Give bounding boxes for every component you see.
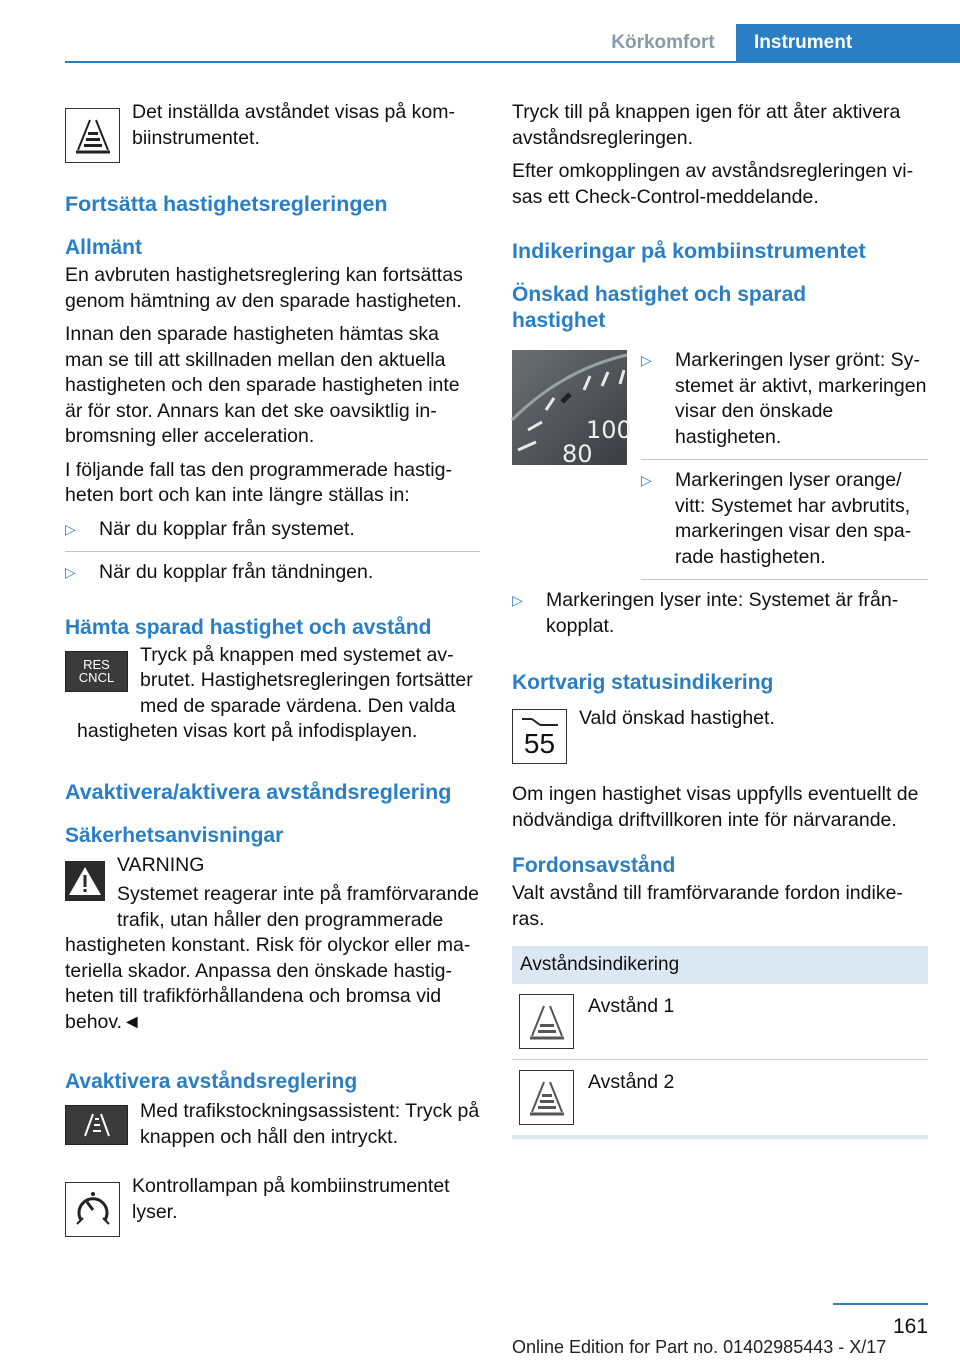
speedometer-lamp-icon xyxy=(65,1182,120,1237)
vehicle-distance-text: Valt avstånd till framförvarande fordon indikeras. xyxy=(512,882,903,930)
bullet-triangle-icon: ▷ xyxy=(641,352,652,368)
bullet-triangle-icon: ▷ xyxy=(641,472,652,488)
general-paragraph-2: Innan den sparade hastigheten hämtas ska man se till att skillnaden mellan den aktuella hastigheten och den sparade hastigheten inte är för stor. Annars kan det ske oavsiktlig inbromsning eller acceleration. xyxy=(65,323,460,447)
distance-1-icon xyxy=(519,994,574,1049)
list-item: ▷ När du kopplar från systemet. xyxy=(65,517,480,553)
svg-text:100: 100 xyxy=(586,416,632,444)
tab-instrument[interactable]: Instrument xyxy=(736,24,960,61)
heading-safety: Säkerhetsanvisningar xyxy=(65,823,284,847)
deactivate-block xyxy=(65,1099,480,1158)
distance-table xyxy=(512,946,928,1139)
distance-1-label: Avstånd 1 xyxy=(588,995,675,1017)
distance-button-icon xyxy=(65,1105,128,1145)
heading-deactivate: Avaktivera avståndsreglering xyxy=(65,1070,358,1093)
distance-2-label: Avstånd 2 xyxy=(588,1071,675,1093)
edition-note: Online Edition for Part no. 01402985443 - X/17 xyxy=(512,1337,887,1357)
check-control-text: Efter omkopplingen av avståndsregleringen visas ett Check-Control-meddelande. xyxy=(512,160,914,208)
marker-off-list xyxy=(512,588,928,648)
list-item: ▷ När du kopplar från tändningen. xyxy=(65,560,480,595)
recall-text: Tryck på knappen med systemet avbrutet. Hastighetsregleringen fortsätter med de sparade värdena. Den valda hastigheten visas kort på infodisplayen. xyxy=(77,643,473,742)
page-number: 161 xyxy=(892,1315,928,1338)
left-column xyxy=(65,100,480,1237)
speed-55-icon: 55 xyxy=(512,709,567,764)
heading-status: Kortvarig statusindikering xyxy=(512,671,774,694)
res-cncl-button-icon: RES CNCL xyxy=(65,651,128,692)
heading-continue: Fortsätta hastighetsregleringen xyxy=(65,192,388,216)
lamp-text: Kontrollampan på kombiinstrumentet lyser. xyxy=(132,1175,450,1223)
warning-title: VARNING xyxy=(117,853,205,876)
distance-display-note xyxy=(65,100,480,163)
tab-korkomfort[interactable]: Körkomfort xyxy=(611,31,715,53)
footer-rule xyxy=(833,1303,928,1305)
list-item: ▷ Markeringen lyser inte: Systemet är frånkopplat. xyxy=(512,589,899,637)
general-paragraph-3: I följande fall tas den programmerade hastigheten bort och kan inte längre ställas in: xyxy=(65,458,452,506)
heading-desired-speed: Önskad hastighet och sparad hastighet xyxy=(512,283,807,332)
list-item: ▷ Markeringen lyser grönt: Systemet är aktivt, markeringen visar den önskade hastigheten. xyxy=(641,348,928,460)
lamp-block xyxy=(65,1174,480,1237)
status-text: Vald önskad hastighet. xyxy=(579,707,775,729)
reset-conditions-list xyxy=(65,517,480,595)
bullet-triangle-icon: ▷ xyxy=(65,520,76,537)
distance-bars-icon xyxy=(65,108,120,163)
heading-recall: Hämta sparad hastighet och avstånd xyxy=(65,615,432,639)
reactivate-text: Tryck till på knappen igen för att åter aktivera avståndsregleringen. xyxy=(512,101,901,149)
heading-general: Allmänt xyxy=(65,236,143,259)
bullet-triangle-icon: ▷ xyxy=(65,564,76,580)
list-item: ▷ Markeringen lyser orange/ vitt: Systemet har avbrutits, markeringen visar den sparade hastigheten. xyxy=(641,468,928,580)
intro-text: Det inställda avståndet visas på kombiinstrumentet. xyxy=(132,101,455,149)
heading-vehicle-distance: Fordonsavstånd xyxy=(512,854,676,877)
distance-2-icon xyxy=(519,1070,574,1125)
warning-icon xyxy=(65,861,105,909)
heading-deactivate-activate: Avaktivera/aktivera avståndsreglering xyxy=(65,779,452,804)
heading-indications: Indikeringar på kombiinstrumentet xyxy=(512,239,866,263)
svg-text:80: 80 xyxy=(562,440,593,468)
bullet-triangle-icon: ▷ xyxy=(512,592,523,608)
deactivate-text: Med trafikstockningsassistent: Tryck på knappen och håll den intryckt. xyxy=(140,1100,480,1148)
status-block xyxy=(512,706,928,764)
speedometer-gauge-image xyxy=(512,350,632,468)
marker-state-list xyxy=(641,348,928,588)
table-header: Avståndsindikering xyxy=(512,946,928,984)
recall-block xyxy=(65,643,480,753)
general-paragraph-1: En avbruten hastighetsreglering kan fortsättas genom hämtning av den sparade hastigheten. xyxy=(65,264,463,312)
desired-speed-block xyxy=(512,348,928,588)
header-rule xyxy=(65,61,960,63)
table-row xyxy=(512,1060,928,1139)
no-speed-text: Om ingen hastighet visas uppfylls eventuellt de nödvändiga driftvillkoren inte för närvarande. xyxy=(512,783,919,831)
right-column xyxy=(512,100,928,1139)
warning-block xyxy=(65,853,480,1044)
warning-text: Systemet reagerar inte på framförvarande trafik, utan håller den programmerade hastigheten konstant. Risk för olyckor eller materiella skador. Anpassa den önskade hastigheten till trafikförhållandena och bromsa vid behov.◄ xyxy=(65,883,480,1033)
table-row xyxy=(512,984,928,1060)
